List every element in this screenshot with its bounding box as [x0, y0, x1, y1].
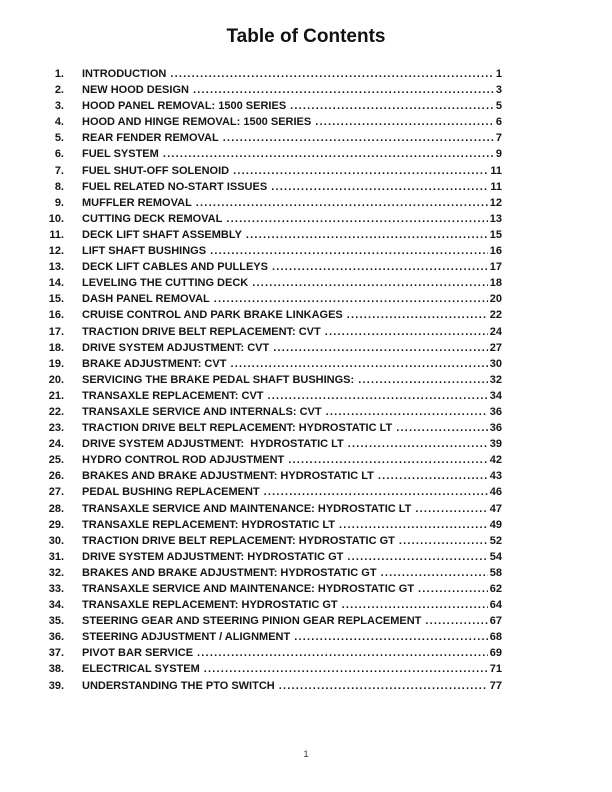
toc-row — [44, 227, 502, 243]
toc-entry-page-number: 1 — [495, 68, 502, 80]
toc-entry-page-number: 15 — [489, 228, 502, 241]
toc-entry-number: 32. — [48, 566, 64, 579]
toc-entry-page-number: 43 — [489, 470, 502, 483]
toc-entry-page-number: 54 — [489, 550, 502, 563]
toc-row — [44, 195, 502, 211]
toc-entry-title: BRAKES AND BRAKE ADJUSTMENT: HYDROSTATIC LT — [82, 470, 374, 483]
toc-entry-page-number: 67 — [489, 615, 502, 628]
toc-entry-number: 23. — [48, 422, 64, 435]
toc-entry-page-number: 68 — [489, 631, 502, 644]
toc-entry-number: 19. — [48, 357, 64, 370]
toc-entry-title: STEERING GEAR AND STEERING PINION GEAR REPLACEMENT — [82, 615, 422, 628]
toc-entry-number: 17. — [48, 325, 64, 338]
dot-leader — [288, 452, 487, 468]
toc-entry-page-number: 6 — [495, 116, 502, 129]
toc-entry-title: BRAKES AND BRAKE ADJUSTMENT: HYDROSTATIC GT — [82, 566, 377, 579]
dot-leader — [358, 372, 488, 388]
toc-entry-page-number: 30 — [489, 357, 502, 370]
toc-row — [44, 484, 502, 500]
dot-leader — [415, 501, 487, 517]
dot-leader — [294, 629, 488, 645]
toc-row — [44, 629, 502, 645]
toc-entry-title: SERVICING THE BRAKE PEDAL SHAFT BUSHINGS: — [82, 373, 355, 386]
toc-entry-number: 20. — [48, 373, 64, 386]
table-of-contents-list — [44, 66, 502, 694]
toc-entry-title: UNDERSTANDING THE PTO SWITCH — [82, 679, 275, 692]
dot-leader — [381, 565, 488, 581]
dot-leader — [223, 130, 494, 146]
toc-entry-number: 24. — [48, 438, 64, 451]
toc-entry-page-number: 52 — [489, 534, 502, 547]
toc-row — [44, 661, 502, 677]
toc-entry-title: FUEL SHUT-OFF SOLENOID — [82, 164, 230, 177]
toc-entry-title: TRACTION DRIVE BELT REPLACEMENT: HYDROSTATIC LT — [82, 422, 393, 435]
dot-leader — [347, 307, 488, 323]
toc-entry-number: 7. — [54, 164, 64, 177]
dot-leader — [193, 82, 494, 98]
toc-entry-title: FUEL SYSTEM — [82, 148, 159, 161]
toc-entry-number: 25. — [48, 454, 64, 467]
toc-entry-number: 5. — [54, 132, 64, 145]
dot-leader — [342, 597, 488, 613]
toc-entry-title: TRANSAXLE REPLACEMENT: HYDROSTATIC LT — [82, 518, 335, 531]
toc-entry-title: HOOD PANEL REMOVAL: 1500 SERIES — [82, 100, 287, 113]
toc-row — [44, 307, 502, 323]
toc-row — [44, 146, 502, 162]
dot-leader — [271, 179, 488, 195]
toc-entry-title: PEDAL BUSHING REPLACEMENT — [82, 486, 260, 499]
dot-leader — [326, 404, 488, 420]
toc-entry-title: REAR FENDER REMOVAL — [82, 132, 219, 145]
dot-leader — [268, 388, 488, 404]
toc-row — [44, 581, 502, 597]
toc-entry-number: 21. — [48, 389, 64, 402]
toc-entry-page-number: 12 — [489, 196, 502, 209]
dot-leader — [290, 98, 494, 114]
toc-entry-number: 14. — [48, 277, 64, 290]
toc-entry-page-number: 24 — [489, 325, 502, 338]
toc-entry-title: INTRODUCTION — [82, 68, 167, 80]
toc-entry-number: 12. — [48, 245, 64, 258]
toc-entry-page-number: 62 — [489, 583, 502, 595]
dot-leader — [233, 163, 488, 179]
toc-row — [44, 130, 502, 146]
toc-entry-page-number: 11 — [490, 180, 502, 193]
toc-entry-number: 4. — [54, 116, 64, 129]
toc-row — [44, 549, 502, 565]
toc-row — [44, 243, 502, 259]
toc-entry-title: DECK LIFT SHAFT ASSEMBLY — [82, 228, 242, 241]
toc-entry-title: HYDRO CONTROL ROD ADJUSTMENT — [82, 454, 285, 467]
toc-row — [44, 565, 502, 581]
toc-entry-title: LEVELING THE CUTTING DECK — [82, 277, 249, 290]
toc-entry-number: 31. — [48, 550, 64, 563]
toc-entry-title: CUTTING DECK REMOVAL — [82, 212, 223, 225]
toc-entry-page-number: 27 — [489, 341, 502, 354]
toc-entry-page-number: 42 — [489, 454, 502, 467]
toc-entry-page-number: 36 — [489, 405, 502, 418]
toc-entry-number: 39. — [48, 679, 64, 692]
toc-entry-title: BRAKE ADJUSTMENT: CVT — [82, 357, 227, 370]
toc-entry-title: STEERING ADJUSTMENT / ALIGNMENT — [82, 631, 291, 644]
toc-entry-number: 18. — [48, 341, 64, 354]
footer-page-number: 1 — [303, 749, 309, 760]
toc-entry-title: TRACTION DRIVE BELT REPLACEMENT: HYDROSTATIC GT — [82, 534, 395, 547]
toc-row — [44, 517, 502, 533]
dot-leader — [264, 484, 488, 500]
page-title: Table of Contents — [226, 26, 386, 47]
dot-leader — [272, 259, 488, 275]
toc-row — [44, 436, 502, 452]
dot-leader — [315, 114, 494, 130]
dot-leader — [170, 66, 494, 82]
toc-row — [44, 82, 502, 98]
toc-entry-number: 35. — [48, 615, 64, 628]
dot-leader — [399, 533, 488, 549]
toc-entry-number: 29. — [48, 518, 64, 531]
dot-leader — [196, 195, 488, 211]
toc-entry-number: 9. — [54, 196, 64, 209]
toc-row — [44, 613, 502, 629]
toc-entry-number: 26. — [48, 470, 64, 483]
toc-entry-page-number: 36 — [489, 422, 502, 435]
dot-leader — [210, 243, 488, 259]
toc-row — [44, 597, 502, 613]
toc-entry-number: 11. — [49, 228, 64, 241]
toc-row — [44, 259, 502, 275]
dot-leader — [396, 420, 488, 436]
toc-entry-page-number: 49 — [489, 518, 502, 531]
toc-entry-title: FUEL RELATED NO-START ISSUES — [82, 180, 268, 193]
toc-row — [44, 678, 502, 694]
toc-entry-title: TRANSAXLE SERVICE AND MAINTENANCE: HYDROSTATIC LT — [82, 502, 412, 515]
toc-entry-page-number: 46 — [489, 486, 502, 499]
dot-leader — [246, 227, 488, 243]
toc-row — [44, 66, 502, 82]
toc-entry-title: TRANSAXLE SERVICE AND INTERNALS: CVT — [82, 405, 322, 418]
dot-leader — [325, 324, 488, 340]
toc-row — [44, 114, 502, 130]
dot-leader — [163, 146, 494, 162]
toc-row — [44, 388, 502, 404]
toc-entry-number: 16. — [48, 309, 64, 322]
toc-entry-page-number: 20 — [489, 293, 502, 306]
toc-entry-page-number: 69 — [489, 647, 502, 660]
toc-row — [44, 533, 502, 549]
toc-entry-title: PIVOT BAR SERVICE — [82, 647, 194, 660]
dot-leader — [418, 581, 488, 597]
toc-entry-number: 27. — [48, 486, 64, 499]
dot-leader — [226, 211, 487, 227]
toc-entry-number: 28. — [48, 502, 64, 515]
toc-entry-page-number: 17 — [489, 261, 502, 274]
toc-entry-number: 2. — [54, 84, 64, 97]
toc-entry-title: TRANSAXLE REPLACEMENT: HYDROSTATIC GT — [82, 599, 338, 612]
toc-row — [44, 645, 502, 661]
toc-row — [44, 98, 502, 114]
toc-entry-number: 33. — [48, 583, 64, 595]
dot-leader — [425, 613, 487, 629]
toc-entry-title: ELECTRICAL SYSTEM — [82, 663, 200, 676]
toc-entry-number: 15. — [48, 293, 64, 306]
toc-entry-page-number: 11 — [490, 164, 502, 177]
dot-leader — [214, 291, 488, 307]
toc-entry-page-number: 18 — [489, 277, 502, 290]
toc-entry-number: 6. — [54, 148, 64, 161]
toc-row — [44, 179, 502, 195]
dot-leader — [252, 275, 488, 291]
toc-entry-number: 36. — [48, 631, 64, 644]
toc-entry-number: 37. — [48, 647, 64, 660]
toc-entry-page-number: 58 — [489, 566, 502, 579]
toc-entry-page-number: 77 — [489, 679, 502, 692]
dot-leader — [348, 436, 488, 452]
dot-leader — [347, 549, 487, 565]
toc-entry-page-number: 22 — [489, 309, 502, 322]
toc-entry-number: 22. — [48, 405, 64, 418]
toc-entry-title: NEW HOOD DESIGN — [82, 84, 189, 97]
toc-entry-page-number: 13 — [489, 212, 502, 225]
toc-entry-page-number: 32 — [489, 373, 502, 386]
toc-entry-title: TRANSAXLE SERVICE AND MAINTENANCE: HYDROSTATIC GT — [82, 583, 415, 595]
toc-entry-page-number: 64 — [489, 599, 502, 612]
toc-entry-title: CRUISE CONTROL AND PARK BRAKE LINKAGES — [82, 309, 343, 322]
toc-entry-page-number: 7 — [495, 132, 502, 145]
toc-entry-number: 1. — [54, 68, 64, 80]
toc-entry-title: DECK LIFT CABLES AND PULLEYS — [82, 261, 268, 274]
toc-entry-title: DRIVE SYSTEM ADJUSTMENT: HYDROSTATIC GT — [82, 550, 344, 563]
toc-entry-title: TRACTION DRIVE BELT REPLACEMENT: CVT — [82, 325, 321, 338]
toc-entry-page-number: 16 — [489, 245, 502, 258]
toc-entry-title: DASH PANEL REMOVAL — [82, 293, 210, 306]
toc-entry-number: 3. — [54, 100, 64, 113]
toc-entry-number: 30. — [48, 534, 64, 547]
dot-leader — [279, 678, 488, 694]
toc-entry-number: 34. — [48, 599, 64, 612]
toc-entry-page-number: 47 — [489, 502, 502, 515]
toc-row — [44, 275, 502, 291]
toc-entry-title: TRANSAXLE REPLACEMENT: CVT — [82, 389, 264, 402]
dot-leader — [378, 468, 488, 484]
toc-entry-number: 13. — [48, 261, 64, 274]
toc-row — [44, 340, 502, 356]
dot-leader — [339, 517, 488, 533]
toc-row — [44, 291, 502, 307]
toc-entry-title: DRIVE SYSTEM ADJUSTMENT: CVT — [82, 341, 270, 354]
dot-leader — [230, 356, 487, 372]
dot-leader — [204, 661, 488, 677]
toc-row — [44, 356, 502, 372]
toc-row — [44, 501, 502, 517]
toc-row — [44, 211, 502, 227]
toc-entry-title: HOOD AND HINGE REMOVAL: 1500 SERIES — [82, 116, 312, 129]
dot-leader — [197, 645, 488, 661]
dot-leader — [273, 340, 488, 356]
toc-entry-title: DRIVE SYSTEM ADJUSTMENT: HYDROSTATIC LT — [82, 438, 344, 451]
toc-row — [44, 163, 502, 179]
toc-entry-number: 10. — [48, 212, 64, 225]
toc-row — [44, 372, 502, 388]
toc-row — [44, 452, 502, 468]
toc-entry-page-number: 71 — [489, 663, 502, 676]
toc-entry-number: 38. — [48, 663, 64, 676]
toc-entry-page-number: 39 — [489, 438, 502, 451]
toc-entry-number: 8. — [54, 180, 64, 193]
toc-entry-page-number: 9 — [495, 148, 502, 161]
toc-entry-page-number: 34 — [489, 389, 502, 402]
toc-row — [44, 420, 502, 436]
toc-row — [44, 468, 502, 484]
toc-entry-title: MUFFLER REMOVAL — [82, 196, 192, 209]
toc-row — [44, 324, 502, 340]
toc-entry-page-number: 3 — [495, 84, 502, 97]
toc-entry-title: LIFT SHAFT BUSHINGS — [82, 245, 207, 258]
toc-entry-page-number: 5 — [495, 100, 502, 113]
toc-row — [44, 404, 502, 420]
